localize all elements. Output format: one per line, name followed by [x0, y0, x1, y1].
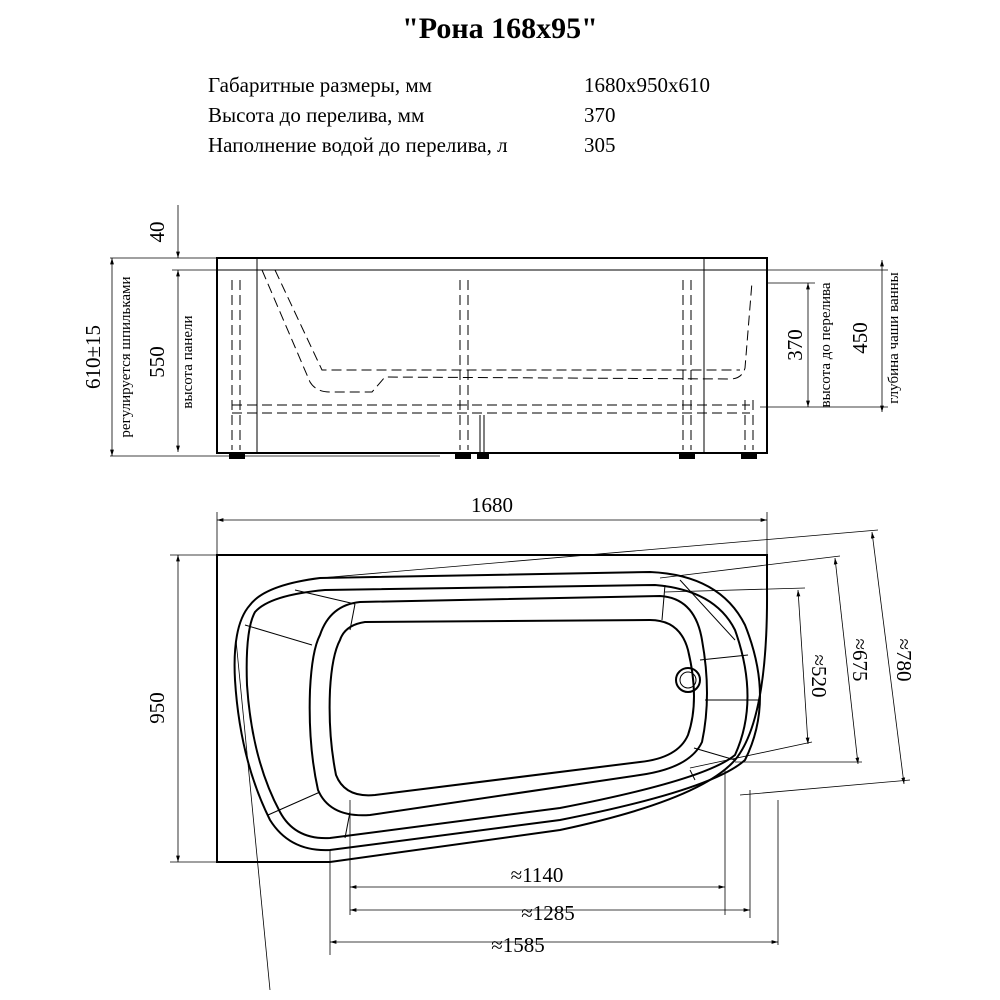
dim-370: 370 — [783, 329, 807, 361]
spec-label: Высота до перелива, мм — [208, 103, 425, 127]
dim-950: 950 — [145, 692, 169, 724]
note-adjustable: регулируется шпильками — [118, 276, 134, 438]
spec-value: 1680x950x610 — [584, 73, 710, 97]
bowl-outer-contour — [310, 596, 707, 815]
bowl-bottom — [330, 620, 694, 795]
spec-value: 370 — [584, 103, 616, 127]
spec-label: Габаритные размеры, мм — [208, 73, 432, 97]
dim-780: ≈780 — [892, 638, 916, 682]
dim-1285: ≈1285 — [521, 901, 575, 925]
bowl-hidden-line — [275, 270, 740, 370]
rim-outer — [235, 572, 760, 850]
note-overflow-height: высота до перелива — [818, 282, 834, 408]
bowl-hidden-line — [262, 270, 752, 392]
note-bowl-depth: глубина чаши ванны — [886, 272, 902, 404]
dim-40: 40 — [145, 221, 169, 243]
dim-1680: 1680 — [471, 493, 513, 517]
dim-550: 550 — [145, 346, 169, 378]
dim-520: ≈520 — [807, 654, 831, 698]
top-view — [145, 493, 916, 990]
note-panel-height: высота панели — [180, 315, 196, 409]
spec-label: Наполнение водой до перелива, л — [208, 133, 508, 157]
dim-450: 450 — [848, 322, 872, 354]
dim-675: ≈675 — [848, 638, 872, 682]
dim-610: 610±15 — [81, 324, 105, 390]
page-title: "Рона 168x95" — [402, 12, 598, 45]
spec-value: 305 — [584, 133, 616, 157]
side-view — [81, 205, 902, 459]
rim-inner — [247, 585, 748, 838]
support-legs — [232, 280, 753, 452]
dim-1140: ≈1140 — [510, 863, 564, 887]
side-body-outline — [217, 258, 767, 453]
dim-1585: ≈1585 — [491, 933, 545, 957]
